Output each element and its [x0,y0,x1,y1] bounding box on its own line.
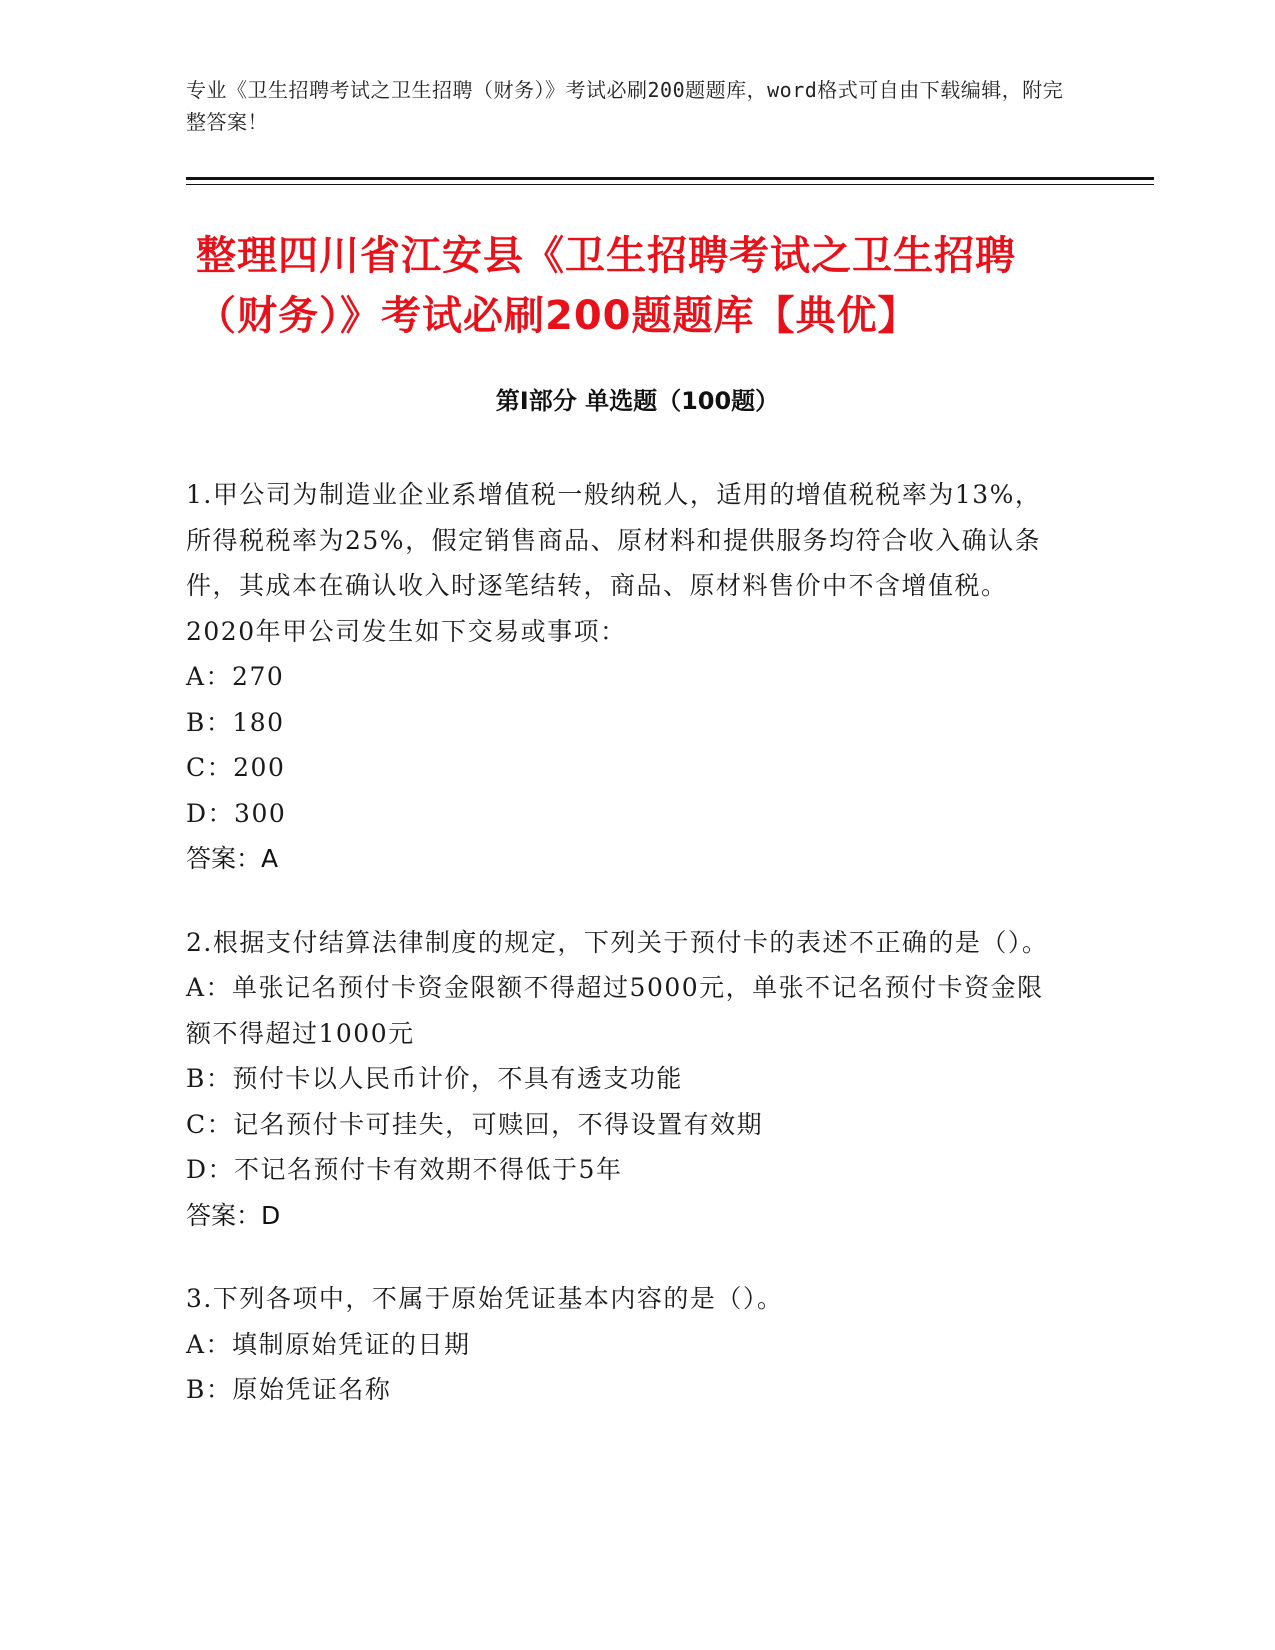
section-title: 第I部分 单选题（100题） [495,387,780,415]
option-a: A：单张记名预付卡资金限额不得超过5000元，单张不记名预付卡资金限额不得超过1000元 [186,973,1044,1048]
answer-line: 答案：A [186,844,279,873]
option-b: B：180 [186,707,285,737]
question-stem: 3.下列各项中，不属于原始凭证基本内容的是（）。 [186,1284,784,1313]
question-2 [186,920,1066,1239]
option-b: B：原始凭证名称 [186,1375,392,1404]
option-c: C：记名预付卡可挂失，可赎回，不得设置有效期 [186,1109,764,1139]
question-3 [186,1276,1066,1413]
option-a: A：270 [186,662,285,691]
question-stem: 1.甲公司为制造业企业系增值税一般纳税人，适用的增值税税率为13%，所得税税率为25%，假定销售商品、原材料和提供服务均符合收入确认条件，其成本在确认收入时逐笔结转，商品、原材料售价中不含增值税。2020年甲公司发生如下交易或事项： [186,480,1042,646]
option-d: D：不记名预付卡有效期不得低于5年 [186,1155,623,1184]
answer-line: 答案：D [186,1200,281,1230]
question-stem: 2.根据支付结算法律制度的规定，下列关于预付卡的表述不正确的是（）。 [186,927,1049,957]
option-d: D：300 [186,798,287,828]
document-title: 整理四川省江安县《卫生招聘考试之卫生招聘（财务）》考试必刷200题题库【典优】 [196,233,1016,339]
header-divider-thin [186,184,1154,185]
option-b: B：预付卡以人民币计价，不具有透支功能 [186,1064,683,1093]
question-1 [186,472,1066,882]
header-divider-thick [186,177,1154,180]
question-list [186,472,1066,1451]
option-a: A：填制原始凭证的日期 [186,1329,471,1359]
header-note: 专业《卫生招聘考试之卫生招聘（财务）》考试必刷200题题库，word格式可自由下载编辑，附完整答案！ [186,78,1064,134]
option-c: C：200 [186,753,286,782]
